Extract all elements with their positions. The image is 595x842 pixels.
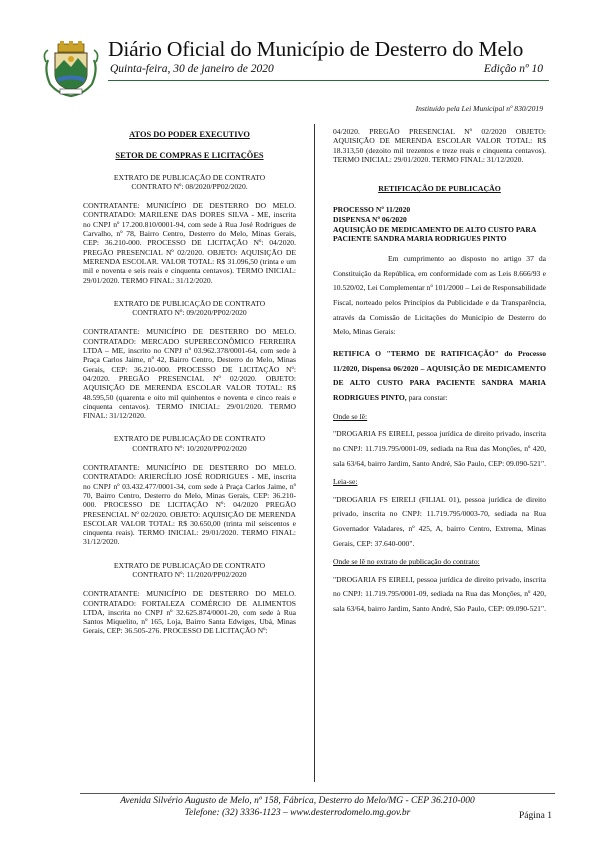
quote-where-reads: "DROGARIA FS EIRELI, pessoa jurídica de direito privado, inscrita no CNPJ: 11.719.795/0001-09, sediada na Rua das Monções, nº 420, sala 63/64, bairro Jardim, Santo André, São Paulo, CEP: 09.090-521".	[333, 429, 546, 468]
rectification-bold-text: RETIFICA O "TERMO DE RATIFICAÇÃO" do Processo 11/2020, Dispensa 06/2020 – AQUISIÇÃO DE MEDICAMENTO DE ALTO CUSTO PARA PACIENTE SANDRA MARIA RODRIGUES PINTO,	[333, 349, 546, 403]
extract-continuation: 04/2020. PREGÃO PRESENCIAL Nº 02/2020 OBJETO: AQUISIÇÃO DE MERENDA ESCOLAR VALOR TOTAL: R$ 18.313,50 (dezoito mil trezentos e treze reais e cinquenta centavos). TERMO INICIAL: 29/01/2020. TERMO FINAL: 31/12/2020.	[333, 127, 546, 164]
extract-body: CONTRATANTE: MUNICÍPIO DE DESTERRO DO MELO. CONTRATADO: MARILENE DAS DORES SILVA - ME, inscrita no CNPJ nº 17.200.810/0001-94, com sede à Rua José Rodrigues de Carvalho, nº 78, Bairro Centro, Desterro do Melo, Minas Gerais, CEP: 36.210-000. PROCESSO DE LICITAÇÃO Nº: 04/2020. PREGÃO PRESENCIAL Nº 02/2020. OBJETO: AQUISIÇÃO DE MERENDA ESCOLAR. VALOR TOTAL: R$ 31.096,50 (trinta e um mil e noventa e seis reais e cinquenta centavos). TERMO INICIAL: 29/01/2020. TERMO FINAL: 31/12/2020.	[83, 201, 296, 285]
header-divider	[108, 80, 549, 81]
gazette-title: Diário Oficial do Município de Desterro do Melo	[108, 37, 524, 61]
extract-body: CONTRATANTE: MUNICÍPIO DE DESTERRO DO MELO. CONTRATADO: ARIERCÍLIO JOSÉ RODRIGUES - ME, inscrita no CNPJ nº 03.432.477/0001-34, com sede à Praça Carlos Jaime, nº 70, Bairro Centro, Desterro do Melo, Minas Gerais, CEP: 36.210-000. PROCESSO DE LICITAÇÃO Nº: 04/2020 PREGÃO PRESENCIAL Nº 02/2020. OBJETO: AQUISIÇÃO DE MERENDA ESCOLAR VALOR TOTAL: R$ 30.650,00 (trinta mil seiscentos e cinquenta reais). TERMO INICIAL: 29/01/2020. TERMO FINAL: 31/12/2020.	[83, 463, 296, 547]
process-object: AQUISIÇÃO DE MEDICAMENTO DE ALTO CUSTO PARA PACIENTE SANDRA MARIA RODRIGUES PINTO	[333, 224, 536, 244]
quote-read-as: "DROGARIA FS EIRELI (FILIAL 01), pessoa jurídica de direito privado, inscrita no CNPJ: 11.719.795/0003-70, sediada na Rua Governador Valadares, nº 425, A, bairro Centro, Extrema, Minas Gerais, CEP: 37.640-000".	[333, 494, 546, 548]
contract-extract	[83, 434, 296, 546]
municipal-coat-of-arms	[40, 40, 102, 98]
quote-extract-where-reads: "DROGARIA FS EIRELI, pessoa jurídica de direito privado, inscrita no CNPJ: 11.719.795/0001-09, sediada na Rua das Monções, nº 420, sala 63/64, bairro Jardim, Santo André, São Paulo, CEP: 09.090-521".	[333, 574, 546, 614]
section-heading-executive: ATOS DO PODER EXECUTIVO	[129, 130, 250, 139]
process-block	[333, 205, 546, 243]
label-read-as: Leia-se:	[333, 477, 358, 487]
contract-extract	[83, 299, 296, 421]
right-column	[333, 127, 546, 617]
footer-divider	[80, 793, 555, 794]
footer-contact: Telefone: (32) 3336-1123 – www.desterrodomelo.mg.gov.br	[184, 808, 411, 818]
issue-date: Quinta-feira, 30 de janeiro de 2020	[110, 63, 274, 75]
extract-contract-number: CONTRATO Nº: 11/2020/PP02/2020	[132, 569, 247, 579]
institution-law: Instituído pela Lei Municipal nº 830/2019	[415, 104, 543, 113]
extract-contract-number: CONTRATO Nº: 10/2020/PP02/2020	[132, 443, 247, 453]
extract-title: EXTRATO DE PUBLICAÇÃO DE CONTRATO	[113, 172, 266, 182]
rectification-tail: para constar:	[406, 393, 448, 403]
extract-body: CONTRATANTE: MUNICÍPIO DE DESTERRO DO MELO. CONTRATADO: MERCADO SUPERECONÔMICO FERREIRA LTDA – ME, inscrito no CNPJ nº 03.962.378/0001-64, com sede à Praça Carlos Jaime, nº 42, Bairro Centro, Desterro do Melo, Minas Gerais, CEP: 36.210-000. PROCESSO DE LICITAÇÃO Nº: 04/2020. PREGÃO PRESENCIAL Nº 02/2020. OBJETO: AQUISIÇÃO DE MERENDA ESCOLAR VALOR TOTAL: R$ 48.595,50 (quarenta e oito mil quinhentos e noventa e cinco reais e cinquenta centavos). TERMO INICIAL: 29/01/2020. TERMO FINAL: 31/12/2020.	[83, 327, 296, 421]
process-number: PROCESSO Nº 11/2020	[333, 205, 411, 215]
extract-body: CONTRATANTE: MUNICÍPIO DE DESTERRO DO MELO. CONTRATADO: FORTALEZA COMÉRCIO DE ALIMENTOS LTDA, inscrita no CNPJ nº 32.625.874/0001-20, com sede à Rua Santos Miquelito, nº 165, Loja, Bairro Santa Edwiges, Ubá, Minas Gerais, CEP: 36.505-276. PROCESSO DE LICITAÇÃO Nº:	[83, 589, 296, 636]
edition-number: Edição nº 10	[483, 63, 543, 75]
footer-address: Avenida Silvério Augusto de Melo, nº 158, Fábrica, Desterro do Melo/MG - CEP 36.210-000	[120, 796, 475, 806]
rectification-statement	[333, 347, 546, 406]
extract-contract-number: CONTRATO Nº: 08/2020/PP02/2020.	[131, 181, 248, 191]
contract-extract	[83, 173, 296, 285]
column-divider	[314, 124, 315, 782]
extract-title: EXTRATO DE PUBLICAÇÃO DE CONTRATO	[113, 434, 266, 444]
extract-title: EXTRATO DE PUBLICAÇÃO DE CONTRATO	[113, 298, 266, 308]
waiver-number: DISPENSA Nº 06/2020	[333, 215, 407, 225]
rectification-intro: Em cumprimento ao disposto no artigo 37 da Constituição da República, em conformidade com as Leis 8.666/93 e 10.520/02, Lei Complementar nº 101/2000 – Lei de Responsabilidade Fiscal, norteado pelos Princípios da Publicidade e da Transparência, através da Comissão de Licitações do Município de Desterro do Melo, Minas Gerais:	[333, 253, 546, 337]
extract-contract-number: CONTRATO Nº: 09/2020/PP02/2020	[132, 308, 247, 318]
left-column	[83, 124, 296, 636]
section-heading-purchasing: SETOR DE COMPRAS E LICITAÇÕES	[115, 151, 264, 161]
page-number: Página 1	[519, 811, 552, 821]
label-extract-where-reads: Onde se lê no extrato de publicação do contrato:	[333, 557, 480, 567]
label-where-reads: Onde se lê:	[333, 411, 368, 421]
contract-extract	[83, 561, 296, 636]
rectification-heading: RETIFICAÇÃO DE PUBLICAÇÃO	[378, 184, 501, 194]
extract-title: EXTRATO DE PUBLICAÇÃO DE CONTRATO	[113, 560, 266, 570]
